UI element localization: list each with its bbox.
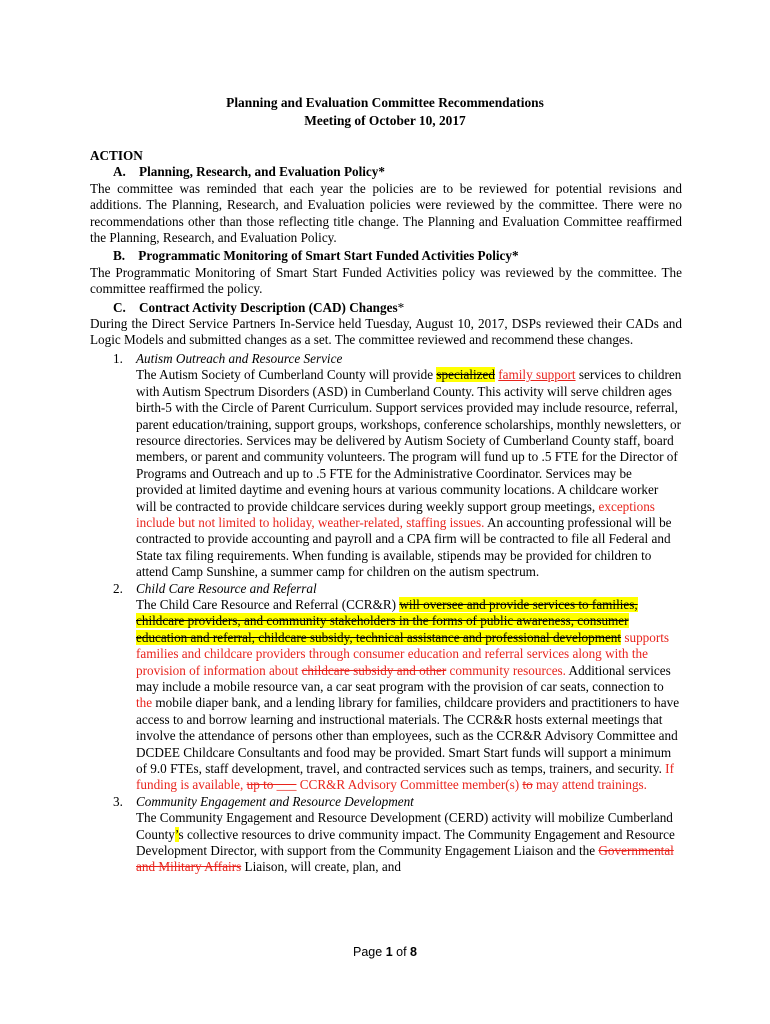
item-1-text-2: services to children with Autism Spectrum Disorders (ASD) in Cumberland County. This activity will serve children ages birth-5 with the Circle of Parent Curriculum. Support services provided may include resource, referral, parent education/training, support groups, workshops, conference scholarships, monthly newsletters, or resource directories. Services may be delivered by Autism Society of Cumberland County staff, board members, or parent and community volunteers. The program will fund up to .5 FTE for the Director of Programs and Outreach and up to .5 FTE for the Administrative Coordinator. Services may be provided at limited daytime and evening hours at various community locations. A childcare worker will be contracted to provide childcare services during weekly support group meetings, <box>136 367 682 514</box>
item-2-deletion-3: up to ___ <box>246 777 297 793</box>
title-line-2: Meeting of October 10, 2017 <box>304 113 466 128</box>
section-c-text: During the Direct Service Partners In-Service held Tuesday, August 10, 2017, DSPs reviewed their CADs and Logic Models and submitted changes as a set. The committee reviewed and recommend these changes. <box>90 316 682 348</box>
item-2-deletion-2: childcare subsidy and other <box>301 662 447 678</box>
section-c-heading <box>90 300 682 316</box>
item-2-text-1: The Child Care Resource and Referral (CCR&R) <box>136 596 400 612</box>
action-heading: ACTION <box>90 148 143 163</box>
page-footer <box>0 944 770 960</box>
item-1-title: Autism Outreach and Resource Service <box>136 350 343 366</box>
item-2-title: Child Care Resource and Referral <box>136 580 317 596</box>
item-1-number: 1. <box>113 350 123 366</box>
footer-middle: of <box>392 945 411 959</box>
item-1-body <box>90 367 682 580</box>
section-c-heading-star: * <box>397 299 405 315</box>
document-title <box>0 94 770 130</box>
footer-current-page: 1 <box>385 945 393 959</box>
item-2-deletion-4: to <box>522 777 533 793</box>
item-3-text-2: s collective resources to drive community impact. The Community Engagement and Resource Development Director, with support from the Community Engagement Liaison and the <box>136 826 675 859</box>
footer-total-pages: 8 <box>410 945 417 959</box>
item-2-body <box>90 597 682 794</box>
item-2-text-3: mobile diaper bank, and a lending library for families, childcare providers and practitioners to have access to and borrow learning and instructional materials. The CCR&R hosts external meetings that involve the attendance of persons other than employees, such as the CCR&R Advisory Committee and DCDEE Childcare Consultants and food may be provided. Smart Start funds will support a minimum of 9.0 FTEs, staff development, travel, and contracted services such as temps, trainers, and security. <box>136 695 680 777</box>
section-c-heading-text: C. Contract Activity Description (CAD) Changes <box>113 299 398 315</box>
item-1-text-3: An accounting professional will be contracted to provide accounting and payroll and a CPA firm will be contracted to file all Federal and State tax filing requirements. When funding is available, stipends may be provided for children to attend Camp Sunshine, a summer camp for children on the autism spectrum. <box>136 514 672 580</box>
item-1-text-1: The Autism Society of Cumberland County will provide <box>136 367 437 383</box>
item-3-highlight-1: ’ <box>174 826 179 842</box>
item-3-body <box>90 810 682 876</box>
item-2-insertion-3: the <box>136 695 153 711</box>
item-3-number: 3. <box>113 793 123 809</box>
item-2-insertion-2: community resources. <box>446 662 566 678</box>
item-2-insertion-1: supports families and childcare providers through consumer education and referral services along with the provision of information about <box>136 629 670 678</box>
item-3-heading <box>90 794 682 810</box>
item-2-text-2: Additional services may include a mobile resource van, a car seat program with the provision of car seats, connection to <box>136 662 671 694</box>
item-2-number: 2. <box>113 580 123 596</box>
item-1-heading <box>90 351 682 367</box>
section-a-text: The committee was reminded that each year the policies are to be reviewed for potential revisions and additions. The Planning, Research, and Evaluation policies were reviewed by the committee. There were no recommendations other than those reflecting title change. The Planning and Evaluation Committee reaffirmed the Planning, Research, and Evaluation Policy. <box>90 180 682 246</box>
item-3-deletion-1: Governmental and Military Affairs <box>136 843 674 875</box>
item-1-insertion-1 <box>495 367 576 382</box>
item-3-title: Community Engagement and Resource Development <box>136 793 414 809</box>
item-1-insertion-2: exceptions include but not limited to holiday, weather-related, staffing issues. <box>136 498 655 530</box>
section-a-heading: A. Planning, Research, and Evaluation Policy* <box>113 164 385 180</box>
section-b-heading: B. Programmatic Monitoring of Smart Start Funded Activities Policy* <box>113 248 519 264</box>
item-2-insertion-6: may attend trainings. <box>532 777 647 793</box>
document-body <box>90 148 682 876</box>
item-3-text-1: The Community Engagement and Resource Development (CERD) activity will mobilize Cumberland County <box>136 810 673 842</box>
item-2-deletion-1: will oversee and provide services to families, childcare providers, and community stakeholders in the forms of public awareness, consumer education and referral, childcare subsidy, technical assistance and professional development <box>136 596 638 645</box>
item-2-insertion-4: If funding is available, <box>136 761 674 793</box>
item-1-deletion-1: specialized <box>436 367 495 383</box>
item-1-insertion-1-text: family support <box>498 367 576 383</box>
item-3-text-3: Liaison, will create, plan, and <box>241 859 401 875</box>
title-line-1: Planning and Evaluation Committee Recommendations <box>226 95 544 110</box>
item-2-insertion-5: CCR&R Advisory Committee member(s) <box>296 777 523 793</box>
item-2-heading <box>90 581 682 597</box>
section-b-text: The Programmatic Monitoring of Smart Start Funded Activities policy was reviewed by the committee. The committee reaffirmed the policy. <box>90 264 682 297</box>
footer-prefix: Page <box>353 945 386 959</box>
